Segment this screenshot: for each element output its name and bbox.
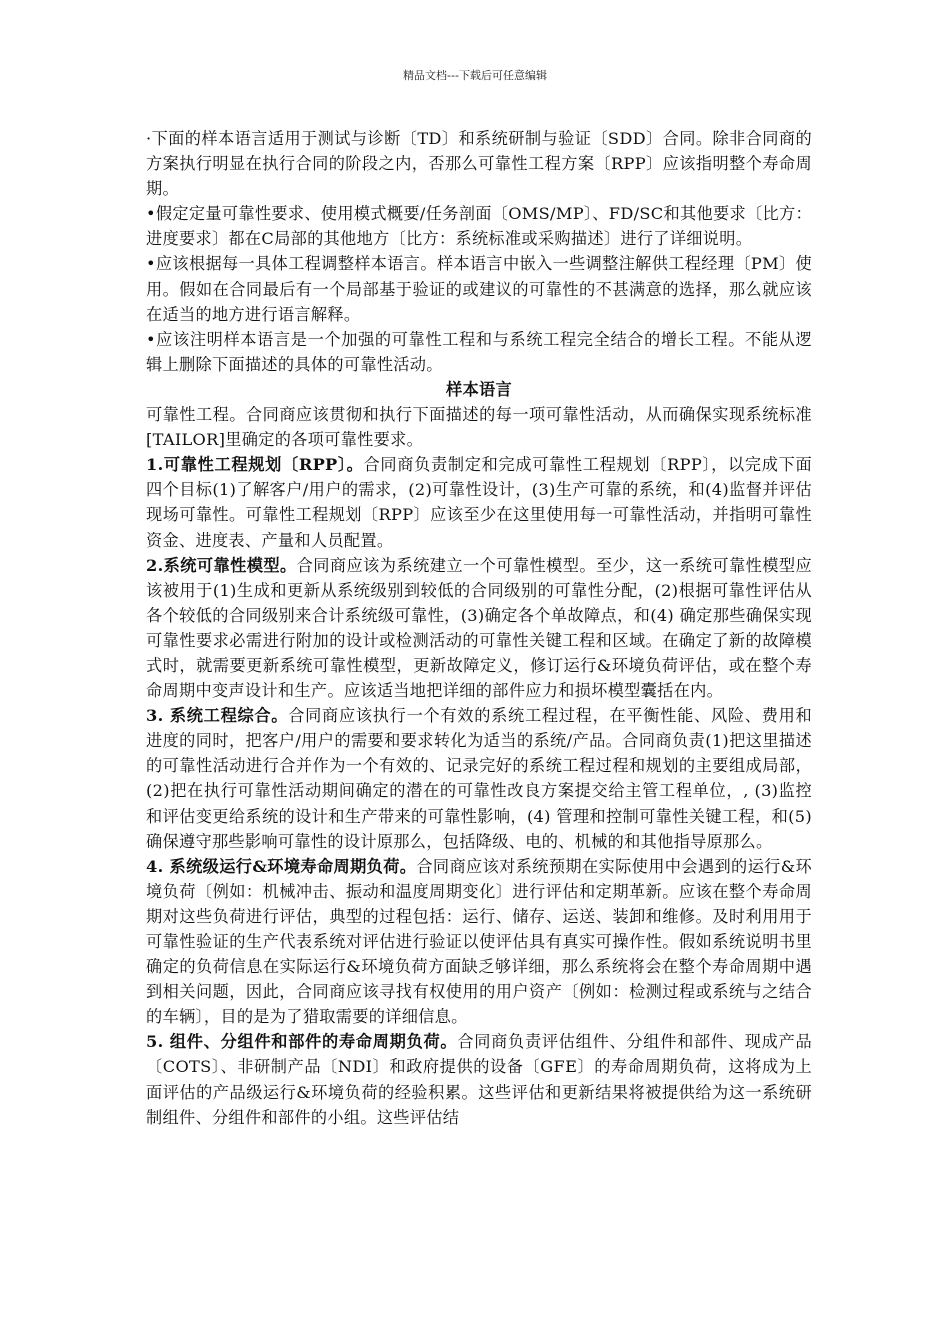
item-2 <box>146 553 812 704</box>
item-5-text: 合同商负责评估组件、分组件和部件、现成产品〔COTS〕、非研制产品〔NDI〕和政府提供的设备〔GFE〕的寿命周期负荷，这将成为上面评估的产品级运行&环境负荷的经验积累。这些评估和更新结果将被提供给为这一系统研制组件、分组件和部件的小组。这些评估结 <box>146 1032 812 1127</box>
page-header: 精品文档---下载后可任意编辑 <box>403 69 547 82</box>
item-2-title: 2.系统可靠性模型。 <box>146 555 297 575</box>
item-5-title: 5. 组件、分组件和部件的寿命周期负荷。 <box>146 1032 458 1052</box>
intro-bullet-4: •应该注明样本语言是一个加强的可靠性工程和与系统工程完全结合的增长工程。不能从逻辑上删除下面描述的具体的可靠性活动。 <box>146 329 812 374</box>
item-3-title: 3. 系统工程综合。 <box>146 706 289 726</box>
item-2-text: 合同商应该为系统建立一个可靠性模型。至少，这一系统可靠性模型应该被用于(1)生成和更新从系统级别到较低的合同级别的可靠性分配，(2)根据可靠性评估从各个较低的合同级别来合计系统级可靠性，(3)确定各个单故障点，和(4) 确定那些确保实现可靠性要求必需进行附加的设计或检测活动的可靠性关键工程和区域。在确定了新的故障模式时，就需要更新系统可靠性模型，更新故障定义，修订运行&环境负荷评估，或在整个寿命周期中变声设计和生产。应该适当地把详细的部件应力和损坏模型囊括在内。 <box>146 555 812 701</box>
item-4-text: 合同商应该对系统预期在实际使用中会遇到的运行&环境负荷〔例如：机械冲击、振动和温度周期变化〕进行评估和定期革新。应该在整个寿命周期对这些负荷进行评估，典型的过程包括：运行、储存、运送、装卸和维修。及时利用用于可靠性验证的生产代表系统对评估进行验证以使评估具有真实可操作性。假如系统说明书里确定的负荷信息在实际运行&环境负荷方面缺乏够详细，那么系统将会在整个寿命周期中遇到相关问题，因此，合同商应该寻找有权使用的用户资产〔例如：检测过程或系统与之结合的车辆〕，目的是为了猎取需要的详细信息。 <box>146 856 812 1027</box>
item-3 <box>146 703 812 854</box>
item-1-text: 合同商负责制定和完成可靠性工程规划〔RPP〕，以完成下面四个目标(1)了解客户/用户的需求，(2)可靠性设计，(3)生产可靠的系统，和(4)监督并评估现场可靠性。可靠性工程规划〔RPP〕应该至少在这里使用每一可靠性活动，并指明可靠性资金、进度表、产量和人员配置。 <box>146 455 812 550</box>
item-4 <box>146 854 812 1030</box>
item-4-title: 4. 系统级运行&环境寿命周期负荷。 <box>146 856 417 876</box>
item-5 <box>146 1029 812 1129</box>
item-1-title: 1.可靠性工程规划〔RPP〕。 <box>146 455 364 475</box>
document-body <box>146 126 812 1130</box>
intro-bullet-3: •应该根据每一具体工程调整样本语言。样本语言中嵌入一些调整注解供工程经理〔PM〕使用。假如在合同最后有一个局部基于验证的或建议的可靠性的不甚满意的选择，那么就应该在适当的地方进行语言解释。 <box>146 254 812 324</box>
intro-bullet-2: •假定定量可靠性要求、使用模式概要/任务剖面〔OMS/MP〕、FD/SC和其他要求〔比方：进度要求〕都在C局部的其他地方〔比方：系统标准或采购描述〕进行了详细说明。 <box>146 204 812 249</box>
item-3-text: 合同商应该执行一个有效的系统工程过程，在平衡性能、风险、费用和进度的同时，把客户/用户的需要和要求转化为适当的系统/产品。合同商负责(1)把这里描述的可靠性活动进行合并作为一个有效的、记录完好的系统工程过程和规划的主要组成局部，(2)把在执行可靠性活动期间确定的潜在的可靠性改良方案提交给主管工程单位，, (3)监控和评估变更给系统的设计和生产带来的可靠性影响，(4) 管理和控制可靠性关键工程，和(5)确保遵守那些影响可靠性的设计原那么，包括降级、电的、机械的和其他指导原那么。 <box>146 706 812 851</box>
section-title: 样本语言 <box>446 379 512 399</box>
item-1 <box>146 452 812 552</box>
intro-paragraph: 可靠性工程。合同商应该贯彻和执行下面描述的每一项可靠性活动，从而确保实现系统标准[TAILOR]里确定的各项可靠性要求。 <box>146 405 812 450</box>
intro-bullet-1: ·下面的样本语言适用于测试与诊断〔TD〕和系统研制与验证〔SDD〕合同。除非合同商的方案执行明显在执行合同的阶段之内，否那么可靠性工程方案〔RPP〕应该指明整个寿命周期。 <box>146 129 812 199</box>
